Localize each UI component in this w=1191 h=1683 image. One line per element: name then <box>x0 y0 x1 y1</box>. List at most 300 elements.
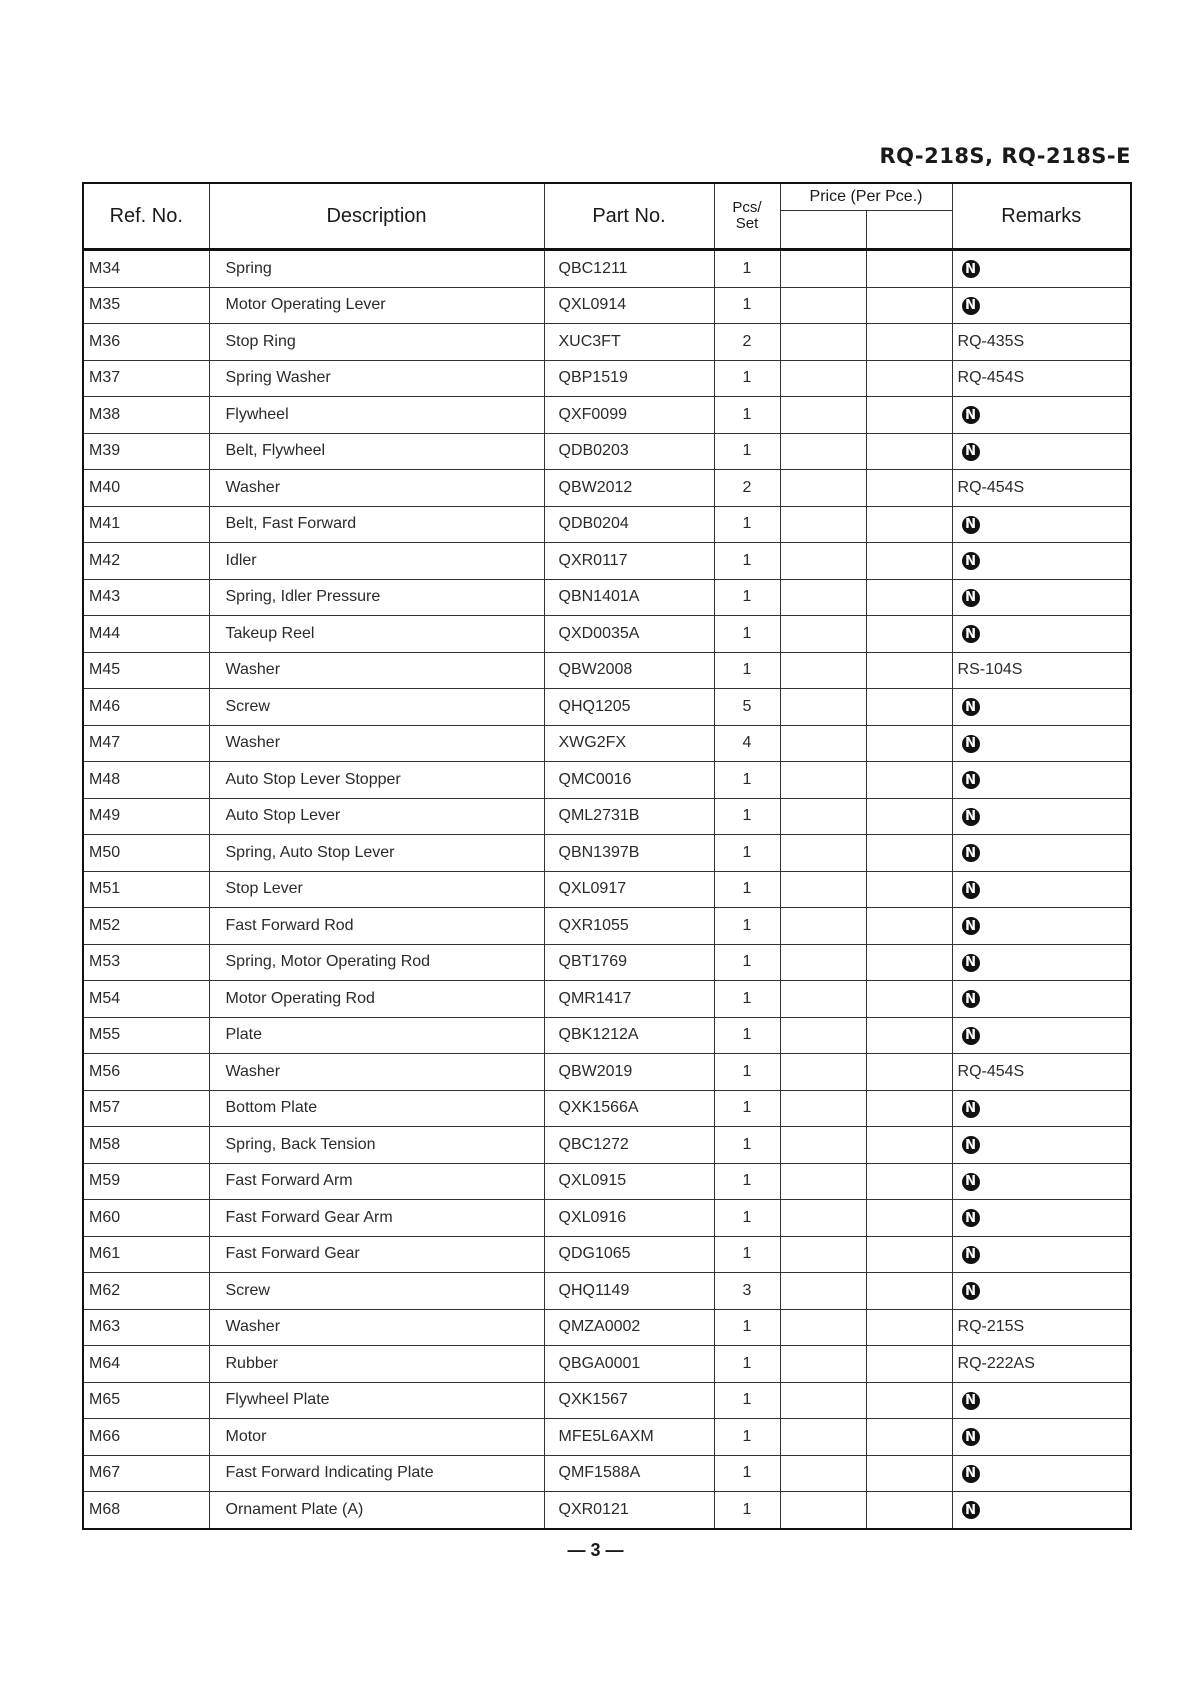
part-no-cell: QBP1519 <box>544 360 714 397</box>
price-cell <box>866 1127 952 1164</box>
table-row <box>83 1054 1131 1091</box>
price-cell <box>866 250 952 288</box>
part-no-cell: QBC1211 <box>544 250 714 288</box>
price-cell <box>780 1163 866 1200</box>
pcs-cell: 1 <box>714 798 780 835</box>
new-part-mark-icon: N <box>962 990 980 1008</box>
pcs-cell: 1 <box>714 652 780 689</box>
new-part-mark-icon: N <box>962 771 980 789</box>
new-part-mark-icon: N <box>962 297 980 315</box>
description-cell: Stop Ring <box>209 324 544 361</box>
part-no-cell: QXR0117 <box>544 543 714 580</box>
ref-no-cell: M48 <box>83 762 209 799</box>
part-no-cell: XUC3FT <box>544 324 714 361</box>
price-cell <box>780 470 866 507</box>
price-cell <box>866 689 952 726</box>
pcs-cell: 1 <box>714 1017 780 1054</box>
price-cell <box>780 908 866 945</box>
table-row <box>83 1382 1131 1419</box>
table-row <box>83 981 1131 1018</box>
remarks-cell <box>952 1090 1131 1127</box>
new-part-mark-icon: N <box>962 1465 980 1483</box>
new-part-mark-icon: N <box>962 406 980 424</box>
table-row <box>83 1492 1131 1529</box>
new-part-mark-icon: N <box>962 954 980 972</box>
description-cell: Plate <box>209 1017 544 1054</box>
table-row <box>83 944 1131 981</box>
ref-no-cell: M35 <box>83 287 209 324</box>
remarks-cell <box>952 1017 1131 1054</box>
ref-no-cell: M38 <box>83 397 209 434</box>
table-row <box>83 1309 1131 1346</box>
parts-table <box>82 182 1132 1530</box>
ref-no-cell: M47 <box>83 725 209 762</box>
table-row <box>83 397 1131 434</box>
price-cell <box>866 871 952 908</box>
remarks-cell <box>952 1163 1131 1200</box>
pcs-cell: 2 <box>714 470 780 507</box>
price-cell <box>866 579 952 616</box>
ref-no-cell: M34 <box>83 250 209 288</box>
new-part-mark-icon: N <box>962 1501 980 1519</box>
description-cell: Bottom Plate <box>209 1090 544 1127</box>
pcs-cell: 1 <box>714 1127 780 1164</box>
price-cell <box>866 1163 952 1200</box>
price-cell <box>866 652 952 689</box>
new-part-mark-icon: N <box>962 1392 980 1410</box>
pcs-cell: 1 <box>714 433 780 470</box>
remarks-cell: RQ-454S <box>952 1054 1131 1091</box>
pcs-line1: Pcs/ <box>732 199 762 216</box>
price-cell <box>780 616 866 653</box>
part-no-cell: QXD0035A <box>544 616 714 653</box>
table-row <box>83 798 1131 835</box>
new-part-mark-icon: N <box>962 552 980 570</box>
price-cell <box>866 981 952 1018</box>
part-no-cell: QMC0016 <box>544 762 714 799</box>
price-cell <box>780 1127 866 1164</box>
pcs-cell: 1 <box>714 1163 780 1200</box>
new-part-mark-icon: N <box>962 844 980 862</box>
new-part-mark-icon: N <box>962 1209 980 1227</box>
price-cell <box>866 470 952 507</box>
part-no-cell: MFE5L6AXM <box>544 1419 714 1456</box>
pcs-line2: Set <box>735 215 759 232</box>
description-cell: Spring, Back Tension <box>209 1127 544 1164</box>
part-no-cell: XWG2FX <box>544 725 714 762</box>
new-part-mark-icon: N <box>962 1136 980 1154</box>
pcs-cell: 1 <box>714 908 780 945</box>
pcs-cell: 1 <box>714 871 780 908</box>
price-subcolumn-1 <box>780 211 866 250</box>
description-cell: Motor Operating Lever <box>209 287 544 324</box>
table-row <box>83 287 1131 324</box>
price-cell <box>780 981 866 1018</box>
new-part-mark-icon: N <box>962 808 980 826</box>
pcs-cell: 1 <box>714 287 780 324</box>
remarks-cell <box>952 616 1131 653</box>
part-no-cell: QXF0099 <box>544 397 714 434</box>
description-cell: Belt, Fast Forward <box>209 506 544 543</box>
description-cell: Screw <box>209 689 544 726</box>
price-cell <box>866 1273 952 1310</box>
part-no-cell: QMR1417 <box>544 981 714 1018</box>
ref-no-cell: M52 <box>83 908 209 945</box>
ref-no-cell: M67 <box>83 1455 209 1492</box>
price-cell <box>780 360 866 397</box>
pcs-cell: 1 <box>714 835 780 872</box>
ref-no-cell: M65 <box>83 1382 209 1419</box>
description-cell: Washer <box>209 725 544 762</box>
description-cell: Fast Forward Indicating Plate <box>209 1455 544 1492</box>
remarks-cell <box>952 1492 1131 1529</box>
price-cell <box>866 287 952 324</box>
remarks-cell <box>952 1419 1131 1456</box>
remarks-cell: RQ-222AS <box>952 1346 1131 1383</box>
price-cell <box>866 944 952 981</box>
page-number: — 3 — <box>567 1540 624 1560</box>
pcs-cell: 5 <box>714 689 780 726</box>
new-part-mark-icon: N <box>962 443 980 461</box>
ref-no-cell: M44 <box>83 616 209 653</box>
col-header-remarks: Remarks <box>952 183 1131 250</box>
part-no-cell: QDB0204 <box>544 506 714 543</box>
pcs-cell: 1 <box>714 506 780 543</box>
price-cell <box>780 1455 866 1492</box>
description-cell: Spring, Idler Pressure <box>209 579 544 616</box>
price-cell <box>780 1346 866 1383</box>
part-no-cell: QXL0915 <box>544 1163 714 1200</box>
part-no-cell: QBC1272 <box>544 1127 714 1164</box>
description-cell: Spring Washer <box>209 360 544 397</box>
col-header-ref-no: Ref. No. <box>83 183 209 250</box>
new-part-mark-icon: N <box>962 917 980 935</box>
pcs-cell: 1 <box>714 1054 780 1091</box>
ref-no-cell: M39 <box>83 433 209 470</box>
ref-no-cell: M51 <box>83 871 209 908</box>
price-cell <box>780 1054 866 1091</box>
remarks-cell <box>952 981 1131 1018</box>
ref-no-cell: M40 <box>83 470 209 507</box>
price-cell <box>866 1309 952 1346</box>
new-part-mark-icon: N <box>962 735 980 753</box>
table-row <box>83 1346 1131 1383</box>
price-cell <box>780 543 866 580</box>
pcs-cell: 1 <box>714 1090 780 1127</box>
price-cell <box>866 397 952 434</box>
pcs-cell: 1 <box>714 981 780 1018</box>
ref-no-cell: M66 <box>83 1419 209 1456</box>
part-no-cell: QBT1769 <box>544 944 714 981</box>
new-part-mark-icon: N <box>962 1173 980 1191</box>
remarks-cell <box>952 1236 1131 1273</box>
table-row <box>83 1200 1131 1237</box>
price-cell <box>780 1419 866 1456</box>
description-cell: Washer <box>209 652 544 689</box>
price-cell <box>866 506 952 543</box>
price-cell <box>780 250 866 288</box>
remarks-cell <box>952 1200 1131 1237</box>
new-part-mark-icon: N <box>962 516 980 534</box>
part-no-cell: QBK1212A <box>544 1017 714 1054</box>
description-cell: Motor <box>209 1419 544 1456</box>
remarks-cell <box>952 1455 1131 1492</box>
ref-no-cell: M57 <box>83 1090 209 1127</box>
price-cell <box>866 433 952 470</box>
part-no-cell: QXL0917 <box>544 871 714 908</box>
ref-no-cell: M37 <box>83 360 209 397</box>
part-no-cell: QBGA0001 <box>544 1346 714 1383</box>
pcs-cell: 2 <box>714 324 780 361</box>
ref-no-cell: M62 <box>83 1273 209 1310</box>
remarks-cell <box>952 871 1131 908</box>
remarks-cell <box>952 579 1131 616</box>
remarks-cell <box>952 762 1131 799</box>
table-row <box>83 324 1131 361</box>
description-cell: Auto Stop Lever Stopper <box>209 762 544 799</box>
ref-no-cell: M41 <box>83 506 209 543</box>
new-part-mark-icon: N <box>962 1282 980 1300</box>
price-cell <box>866 1054 952 1091</box>
table-row <box>83 470 1131 507</box>
remarks-cell: RQ-435S <box>952 324 1131 361</box>
pcs-cell: 1 <box>714 543 780 580</box>
pcs-cell: 3 <box>714 1273 780 1310</box>
table-row <box>83 1236 1131 1273</box>
table-row <box>83 506 1131 543</box>
pcs-cell: 4 <box>714 725 780 762</box>
price-cell <box>780 1273 866 1310</box>
remarks-cell <box>952 1127 1131 1164</box>
ref-no-cell: M50 <box>83 835 209 872</box>
remarks-cell: RQ-215S <box>952 1309 1131 1346</box>
remarks-cell: RQ-454S <box>952 360 1131 397</box>
table-row <box>83 1455 1131 1492</box>
table-row <box>83 689 1131 726</box>
pcs-cell: 1 <box>714 360 780 397</box>
ref-no-cell: M68 <box>83 1492 209 1529</box>
price-cell <box>866 725 952 762</box>
remarks-cell <box>952 689 1131 726</box>
price-cell <box>780 397 866 434</box>
table-row <box>83 835 1131 872</box>
ref-no-cell: M49 <box>83 798 209 835</box>
price-cell <box>780 324 866 361</box>
ref-no-cell: M60 <box>83 1200 209 1237</box>
ref-no-cell: M36 <box>83 324 209 361</box>
table-row <box>83 1017 1131 1054</box>
part-no-cell: QBN1397B <box>544 835 714 872</box>
part-no-cell: QHQ1149 <box>544 1273 714 1310</box>
price-cell <box>780 871 866 908</box>
new-part-mark-icon: N <box>962 625 980 643</box>
description-cell: Stop Lever <box>209 871 544 908</box>
part-no-cell: QMF1588A <box>544 1455 714 1492</box>
table-row <box>83 543 1131 580</box>
price-cell <box>866 1455 952 1492</box>
price-cell <box>780 1200 866 1237</box>
description-cell: Spring <box>209 250 544 288</box>
part-no-cell: QXR1055 <box>544 908 714 945</box>
part-no-cell: QDG1065 <box>544 1236 714 1273</box>
ref-no-cell: M56 <box>83 1054 209 1091</box>
price-cell <box>780 1017 866 1054</box>
price-cell <box>780 433 866 470</box>
description-cell: Flywheel Plate <box>209 1382 544 1419</box>
price-cell <box>866 543 952 580</box>
description-cell: Fast Forward Rod <box>209 908 544 945</box>
part-no-cell: QXL0916 <box>544 1200 714 1237</box>
ref-no-cell: M59 <box>83 1163 209 1200</box>
pcs-cell: 1 <box>714 1492 780 1529</box>
price-cell <box>866 1090 952 1127</box>
price-cell <box>866 798 952 835</box>
part-no-cell: QDB0203 <box>544 433 714 470</box>
price-cell <box>866 1017 952 1054</box>
table-row <box>83 1419 1131 1456</box>
col-header-description: Description <box>209 183 544 250</box>
ref-no-cell: M54 <box>83 981 209 1018</box>
remarks-cell <box>952 1382 1131 1419</box>
pcs-cell: 1 <box>714 616 780 653</box>
new-part-mark-icon: N <box>962 1246 980 1264</box>
remarks-cell <box>952 798 1131 835</box>
ref-no-cell: M58 <box>83 1127 209 1164</box>
description-cell: Washer <box>209 470 544 507</box>
part-no-cell: QMZA0002 <box>544 1309 714 1346</box>
description-cell: Washer <box>209 1054 544 1091</box>
part-no-cell: QML2731B <box>544 798 714 835</box>
pcs-cell: 1 <box>714 762 780 799</box>
pcs-cell: 1 <box>714 1200 780 1237</box>
description-cell: Screw <box>209 1273 544 1310</box>
pcs-cell: 1 <box>714 1382 780 1419</box>
price-cell <box>780 506 866 543</box>
table-row <box>83 1127 1131 1164</box>
pcs-cell: 1 <box>714 1455 780 1492</box>
price-cell <box>780 689 866 726</box>
price-cell <box>866 360 952 397</box>
part-no-cell: QHQ1205 <box>544 689 714 726</box>
part-no-cell: QBW2008 <box>544 652 714 689</box>
part-no-cell: QXK1566A <box>544 1090 714 1127</box>
pcs-cell: 1 <box>714 1236 780 1273</box>
remarks-cell <box>952 944 1131 981</box>
remarks-cell <box>952 543 1131 580</box>
price-cell <box>866 324 952 361</box>
description-cell: Idler <box>209 543 544 580</box>
ref-no-cell: M43 <box>83 579 209 616</box>
new-part-mark-icon: N <box>962 1027 980 1045</box>
price-cell <box>866 1492 952 1529</box>
pcs-cell: 1 <box>714 397 780 434</box>
remarks-cell: RQ-454S <box>952 470 1131 507</box>
ref-no-cell: M53 <box>83 944 209 981</box>
table-row <box>83 1273 1131 1310</box>
remarks-cell <box>952 250 1131 288</box>
table-row <box>83 762 1131 799</box>
price-cell <box>780 762 866 799</box>
part-no-cell: QXR0121 <box>544 1492 714 1529</box>
table-row <box>83 579 1131 616</box>
price-cell <box>780 579 866 616</box>
description-cell: Fast Forward Arm <box>209 1163 544 1200</box>
price-cell <box>866 1419 952 1456</box>
price-subcolumn-2 <box>866 211 952 250</box>
part-no-cell: QXL0914 <box>544 287 714 324</box>
col-header-part-no: Part No. <box>544 183 714 250</box>
price-cell <box>780 1309 866 1346</box>
table-row <box>83 908 1131 945</box>
description-cell: Takeup Reel <box>209 616 544 653</box>
parts-table-body <box>83 250 1131 1529</box>
ref-no-cell: M42 <box>83 543 209 580</box>
remarks-cell <box>952 506 1131 543</box>
ref-no-cell: M64 <box>83 1346 209 1383</box>
price-cell <box>866 1382 952 1419</box>
price-cell <box>780 287 866 324</box>
price-cell <box>780 798 866 835</box>
description-cell: Belt, Flywheel <box>209 433 544 470</box>
price-cell <box>780 652 866 689</box>
col-header-pcs-set <box>714 183 780 250</box>
new-part-mark-icon: N <box>962 589 980 607</box>
description-cell: Fast Forward Gear Arm <box>209 1200 544 1237</box>
price-cell <box>780 835 866 872</box>
price-cell <box>780 725 866 762</box>
pcs-cell: 1 <box>714 579 780 616</box>
table-row <box>83 1090 1131 1127</box>
model-title: RQ-218S, RQ-218S-E <box>879 144 1131 168</box>
table-row <box>83 1163 1131 1200</box>
price-cell <box>866 835 952 872</box>
part-no-cell: QBW2019 <box>544 1054 714 1091</box>
remarks-cell <box>952 725 1131 762</box>
price-cell <box>780 1382 866 1419</box>
remarks-cell <box>952 397 1131 434</box>
part-no-cell: QBW2012 <box>544 470 714 507</box>
remarks-cell <box>952 908 1131 945</box>
table-row <box>83 871 1131 908</box>
description-cell: Rubber <box>209 1346 544 1383</box>
description-cell: Fast Forward Gear <box>209 1236 544 1273</box>
description-cell: Ornament Plate (A) <box>209 1492 544 1529</box>
ref-no-cell: M45 <box>83 652 209 689</box>
pcs-cell: 1 <box>714 1346 780 1383</box>
new-part-mark-icon: N <box>962 1100 980 1118</box>
new-part-mark-icon: N <box>962 881 980 899</box>
part-no-cell: QXK1567 <box>544 1382 714 1419</box>
pcs-cell: 1 <box>714 1309 780 1346</box>
new-part-mark-icon: N <box>962 698 980 716</box>
part-no-cell: QBN1401A <box>544 579 714 616</box>
table-row <box>83 725 1131 762</box>
remarks-cell <box>952 287 1131 324</box>
table-row <box>83 652 1131 689</box>
table-row <box>83 250 1131 288</box>
price-cell <box>866 1236 952 1273</box>
new-part-mark-icon: N <box>962 1428 980 1446</box>
price-cell <box>866 908 952 945</box>
table-row <box>83 360 1131 397</box>
description-cell: Motor Operating Rod <box>209 981 544 1018</box>
description-cell: Spring, Auto Stop Lever <box>209 835 544 872</box>
description-cell: Flywheel <box>209 397 544 434</box>
price-cell <box>780 944 866 981</box>
price-cell <box>866 762 952 799</box>
remarks-cell <box>952 433 1131 470</box>
table-row <box>83 433 1131 470</box>
